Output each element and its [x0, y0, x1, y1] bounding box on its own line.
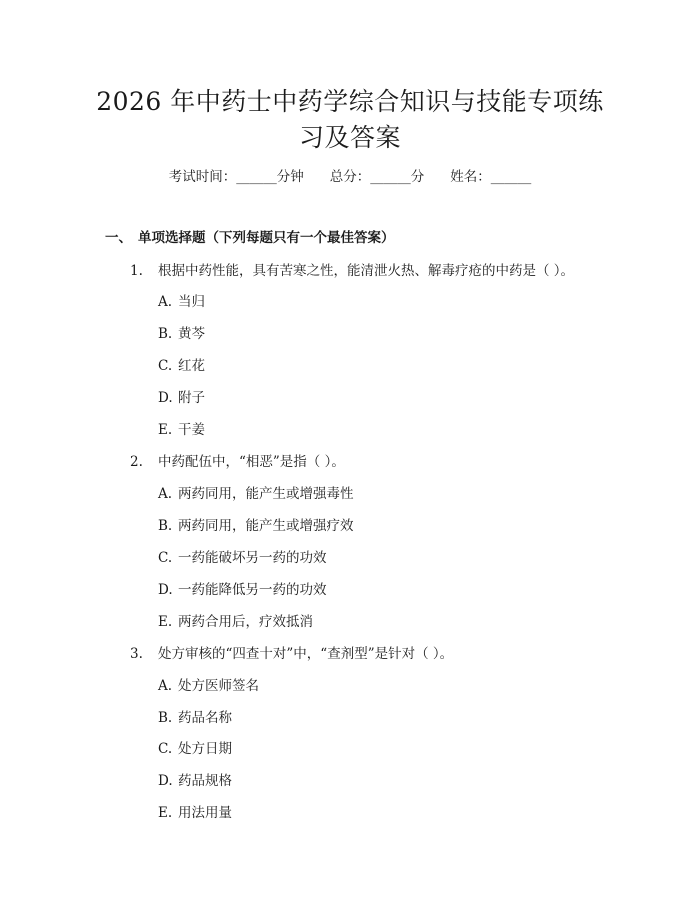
option-letter: A. [158, 294, 173, 310]
option-letter: D. [158, 582, 173, 598]
q3-option-e [158, 803, 232, 823]
exam-info [0, 167, 700, 187]
option-text: 处方医师签名 [178, 678, 259, 694]
q2-option-c [158, 548, 327, 568]
option-text: 一药能破坏另一药的功效 [178, 550, 327, 566]
question-number: 1. [130, 263, 143, 279]
question-text: 处方审核的“四查十对”中，“查剂型”是针对（ ）。 [158, 646, 454, 662]
option-text: 两药合用后，疗效抵消 [178, 614, 313, 630]
option-letter: D. [158, 390, 173, 406]
question-text: 中药配伍中，“相恶”是指（ ）。 [158, 454, 345, 470]
option-text: 处方日期 [178, 741, 232, 757]
question-text: 根据中药性能，具有苦寒之性，能清泄火热、解毒疗疮的中药是（ ）。 [158, 263, 575, 279]
section-heading [105, 228, 395, 248]
option-letter: E. [158, 422, 173, 438]
section-number: 一、 [105, 230, 132, 246]
option-text: 干姜 [178, 422, 205, 438]
option-letter: A. [158, 678, 173, 694]
q1-option-c [158, 356, 205, 376]
q3-option-c [158, 739, 232, 759]
option-text: 一药能降低另一药的功效 [178, 582, 327, 598]
question-3 [130, 644, 453, 664]
option-letter: C. [158, 550, 173, 566]
option-text: 两药同用，能产生或增强毒性 [178, 486, 354, 502]
option-letter: E. [158, 614, 173, 630]
q2-option-b [158, 516, 354, 536]
title-line-1: 2026 年中药士中药学综合知识与技能专项练 [96, 87, 604, 116]
option-letter: C. [158, 741, 173, 757]
option-letter: B. [158, 326, 173, 342]
q3-option-d [158, 771, 232, 791]
q1-option-e [158, 420, 205, 440]
q1-option-b [158, 324, 205, 344]
question-1 [130, 261, 574, 281]
section-title: 单项选择题（下列每题只有一个最佳答案） [138, 230, 395, 246]
option-letter: E. [158, 805, 173, 821]
q2-option-a [158, 484, 354, 504]
option-text: 药品规格 [178, 773, 232, 789]
total-score-label: 总分：______分 [329, 169, 425, 185]
q2-option-e [158, 612, 313, 632]
name-label: 姓名：______ [450, 169, 532, 185]
option-text: 当归 [178, 294, 205, 310]
q3-option-a [158, 676, 259, 696]
option-letter: B. [158, 710, 173, 726]
option-text: 红花 [178, 358, 205, 374]
question-number: 2. [130, 454, 143, 470]
option-text: 附子 [178, 390, 205, 406]
option-letter: B. [158, 518, 173, 534]
option-letter: C. [158, 358, 173, 374]
q3-option-b [158, 708, 232, 728]
question-number: 3. [130, 646, 143, 662]
question-2 [130, 452, 345, 472]
document-title [70, 84, 630, 156]
option-text: 药品名称 [178, 710, 232, 726]
exam-time-label: 考试时间：______分钟 [168, 169, 304, 185]
q1-option-d [158, 388, 205, 408]
option-text: 两药同用，能产生或增强疗效 [178, 518, 354, 534]
option-text: 用法用量 [178, 805, 232, 821]
option-letter: A. [158, 486, 173, 502]
title-line-2: 习及答案 [298, 123, 401, 152]
q1-option-a [158, 292, 205, 312]
q2-option-d [158, 580, 327, 600]
option-text: 黄芩 [178, 326, 205, 342]
option-letter: D. [158, 773, 173, 789]
